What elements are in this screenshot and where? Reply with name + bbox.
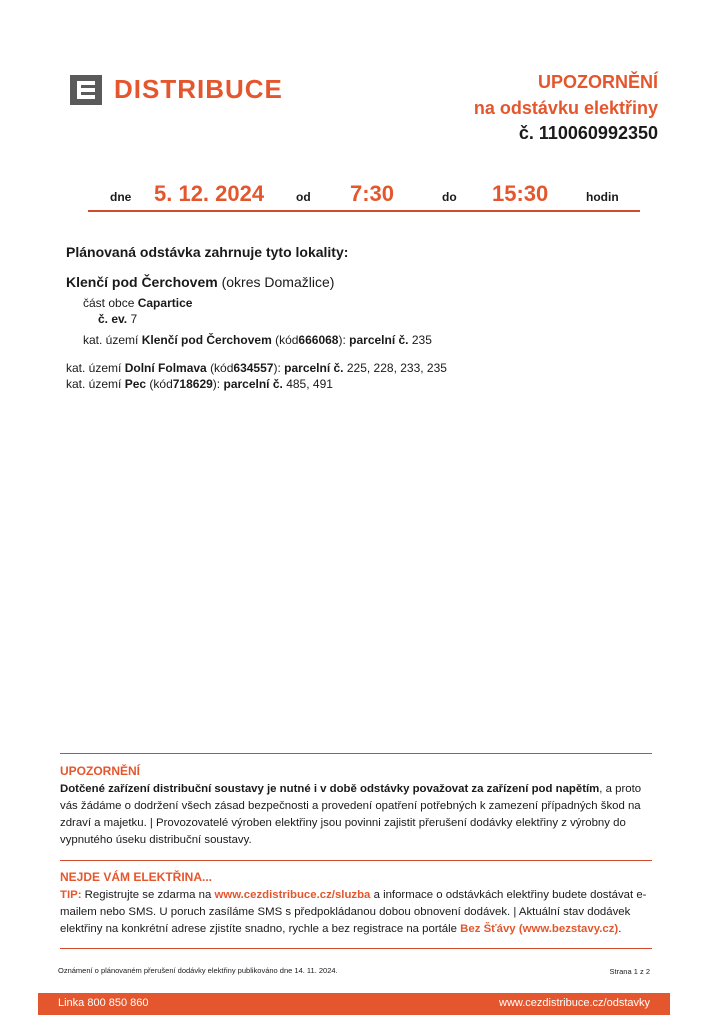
code-end: ): bbox=[212, 377, 221, 391]
code-end: ): bbox=[273, 361, 281, 375]
registration-link[interactable]: www.cezdistribuce.cz/sluzba bbox=[214, 889, 371, 901]
outage-date: 5. 12. 2024 bbox=[154, 181, 265, 206]
code-label: (kód bbox=[275, 333, 299, 347]
code-label: (kód bbox=[149, 377, 173, 391]
town-district: (okres Domažlice) bbox=[221, 274, 335, 290]
cadastral-row bbox=[83, 333, 432, 347]
publication-note: Oznámení o plánovaném přerušení dodávky elektřiny publikováno dne 14. 11. 2024. bbox=[58, 966, 338, 975]
parcel-numbers: 485, 491 bbox=[286, 377, 333, 391]
portal-link[interactable]: (www.bezstavy.cz) bbox=[518, 923, 619, 935]
portal-name: Bez Šťávy bbox=[460, 923, 516, 935]
logo-text: DISTRIBUCE bbox=[114, 74, 283, 104]
code-end: ): bbox=[338, 333, 346, 347]
ev-value: 7 bbox=[130, 312, 138, 326]
footer-bar bbox=[38, 993, 670, 1015]
parcel-label: parcelní č. bbox=[223, 377, 283, 391]
cadastral-name: Dolní Folmava bbox=[124, 361, 207, 375]
divider bbox=[60, 860, 652, 861]
cadastral-name: Klenčí pod Čerchovem bbox=[141, 333, 272, 347]
cadastral-name: Pec bbox=[124, 377, 147, 391]
outage-schedule bbox=[88, 176, 640, 212]
code-label: (kód bbox=[210, 361, 234, 375]
tip-text: a informace o odstávkách elektřiny budete dostávat e-mailem nebo SMS. U poruch zasíláme SMS s předpokládanou dobou obnovení dodávek. | Aktuální stav dodávek elektřiny na konkrétní adrese zjistíte snadno, rychle a bez registrace na portále bbox=[60, 889, 647, 935]
warning-paragraph bbox=[60, 781, 654, 849]
parcel-label: parcelní č. bbox=[349, 333, 409, 347]
town-line bbox=[66, 274, 334, 290]
cadastral-prefix: kat. území bbox=[83, 333, 139, 347]
notice-number: č. 110060992350 bbox=[518, 123, 658, 143]
warning-bold-text: Dotčené zařízení distribuční soustavy je nutné i v době odstávky považovat za zařízení pod napětím bbox=[60, 783, 600, 795]
town-part-line bbox=[83, 296, 192, 310]
cadastral-prefix: kat. území bbox=[66, 361, 122, 375]
divider bbox=[60, 948, 652, 949]
day-label: dne bbox=[110, 190, 132, 204]
cadastral-code: 634557 bbox=[233, 361, 274, 375]
warning-text: , a proto vás žádáme o dodržení všech zásad bezpečnosti a provedení opatření potřebných k zamezení případných škod na zdraví a majetku. | Provozovatelé výroben elektřiny jsou povinni zajistit přerušení dodávky elektřiny z výrobny do vypnutého úseku distribuční soustavy. bbox=[60, 783, 642, 846]
cadastral-row bbox=[66, 361, 447, 375]
tip-section-title: NEJDE VÁM ELEKTŘINA... bbox=[60, 870, 213, 884]
notice-title: UPOZORNĚNÍ bbox=[537, 72, 658, 92]
town-name: Klenčí pod Čerchovem bbox=[66, 274, 218, 290]
tip-paragraph bbox=[60, 887, 654, 938]
ev-label: č. ev. bbox=[98, 312, 128, 326]
parcel-label: parcelní č. bbox=[284, 361, 344, 375]
page-number: Strana 1 z 2 bbox=[609, 967, 650, 976]
footer-website-link[interactable]: www.cezdistribuce.cz/odstavky bbox=[499, 997, 650, 1009]
warning-title: UPOZORNĚNÍ bbox=[60, 764, 141, 778]
end-time: 15:30 bbox=[492, 181, 549, 206]
cadastral-row bbox=[66, 377, 333, 391]
company-logo bbox=[70, 74, 283, 105]
cadastral-prefix: kat. území bbox=[66, 377, 122, 391]
hours-label: hodin bbox=[586, 190, 619, 204]
logo-mark-icon bbox=[70, 75, 102, 105]
notice-subtitle: na odstávku elektřiny bbox=[473, 98, 658, 118]
hotline-number[interactable]: Linka 800 850 860 bbox=[58, 997, 149, 1009]
cadastral-code: 666068 bbox=[298, 333, 339, 347]
parcel-numbers: 225, 228, 233, 235 bbox=[346, 361, 447, 375]
tip-text: Registrujte se zdarma na bbox=[81, 889, 215, 901]
part-label: část obce bbox=[83, 296, 135, 310]
cadastral-code: 718629 bbox=[172, 377, 213, 391]
tip-text: . bbox=[618, 923, 622, 935]
part-name: Capartice bbox=[137, 296, 193, 310]
from-label: od bbox=[296, 190, 311, 204]
divider bbox=[60, 753, 652, 754]
parcel-numbers: 235 bbox=[411, 333, 432, 347]
evidence-number-line bbox=[98, 312, 137, 326]
locations-heading: Plánovaná odstávka zahrnuje tyto lokality: bbox=[66, 244, 349, 260]
to-label: do bbox=[442, 190, 457, 204]
tip-label: TIP: bbox=[60, 889, 82, 901]
start-time: 7:30 bbox=[350, 181, 395, 206]
